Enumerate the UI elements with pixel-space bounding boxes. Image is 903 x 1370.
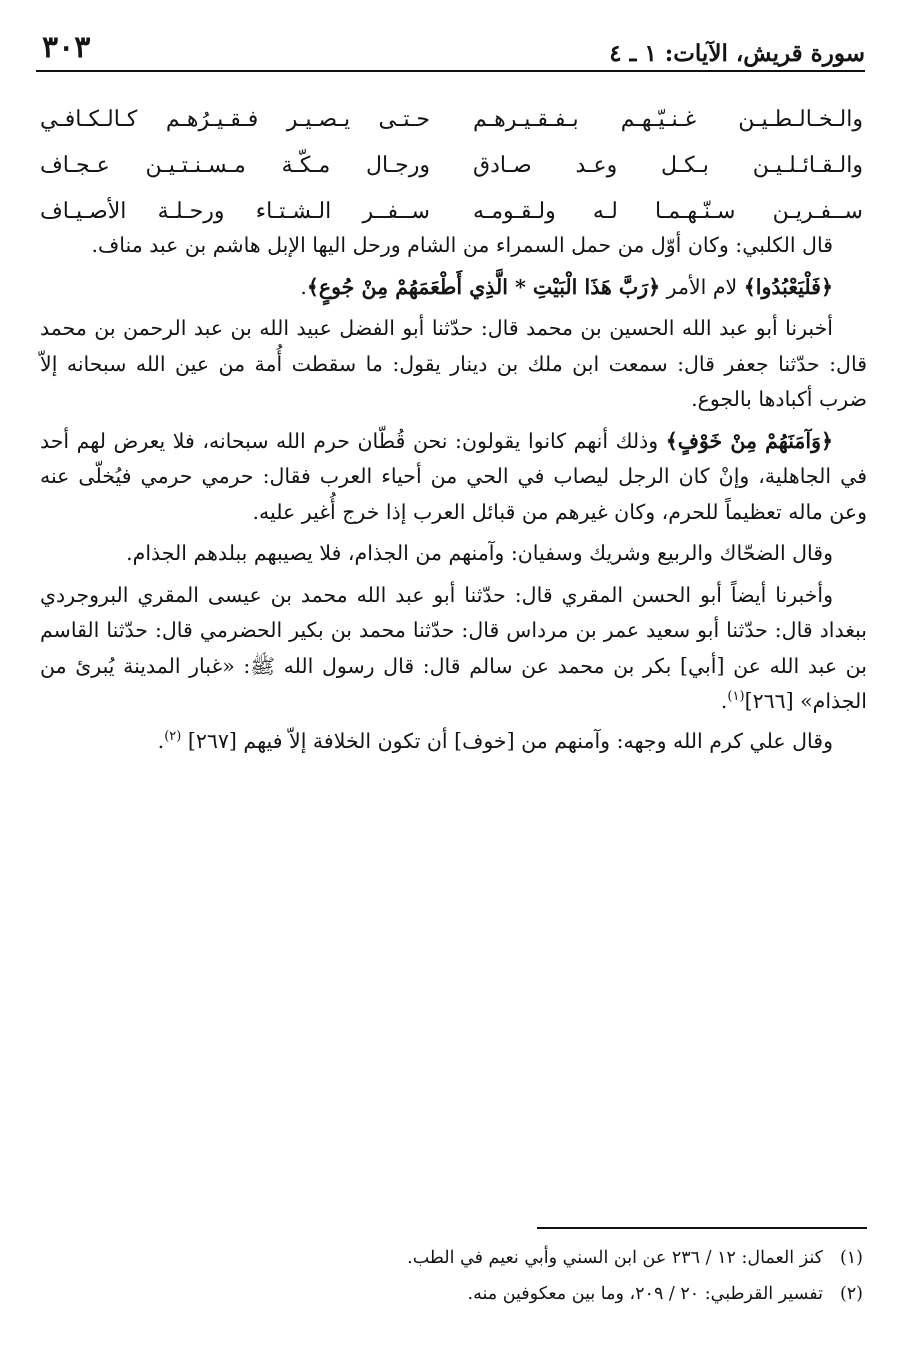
page-header bbox=[36, 26, 865, 72]
poem-hemistich-right: ســفـريـن سـنّـهـمـا لـه ولـقـومـه bbox=[473, 198, 863, 224]
paragraph-fear bbox=[40, 424, 867, 531]
quran-quote: ﴿فَلْيَعْبُدُوا﴾ bbox=[743, 274, 833, 299]
footnote bbox=[40, 1276, 863, 1312]
poem-hemistich-right: والـقـائـلـيـن بـكـل وعـد صـادق bbox=[473, 152, 863, 178]
paragraph-text: قال الكلبي: وكان أوّل من حمل السمراء من الشام ورحل اليها الإبل هاشم بن عبد مناف. bbox=[91, 233, 833, 257]
poem-hemistich-right: والـخـالـطـيـن غـنـيّـهـم بـفـقـيـرهـم bbox=[473, 106, 863, 132]
paragraph-text: وذلك أنهم كانوا يقولون: نحن قُطّان حرم الله سبحانه، فلا يعرض لهم أحد في الجاهلية، وإنْ كان الرجل ليصاب في الحي من أحياء العرب فقال: حرمي حرمي فيُخلّى عنه وعن ماله تعظيماً للحرم، وكان غيرهم من قبائل العرب إذا خرج أُغير عليه. bbox=[40, 428, 867, 524]
running-title: سورة قريش، الآيات: ١ ـ ٤ bbox=[609, 40, 865, 67]
paragraph-kalbi bbox=[40, 228, 867, 264]
footnote-number: (١) bbox=[839, 1248, 863, 1268]
page-number: ٣٠٣ bbox=[42, 30, 91, 65]
poem-hemistich-left: ســفــر الـشـتـاء ورحـلـة الأصـيـاف bbox=[40, 198, 430, 224]
paragraph-text: لام الأمر bbox=[660, 274, 744, 299]
poem bbox=[40, 96, 863, 234]
paragraph-leprosy bbox=[40, 536, 867, 572]
paragraph-text: وقال علي كرم الله وجهه: وآمنهم من [خوف] أن تكون الخلافة إلاّ فيهم [٢٦٧] bbox=[181, 728, 833, 753]
poem-hemistich-left: حـتـى يـصـيـر فـقـيـرُهـم كـالـكـافـي bbox=[40, 106, 430, 132]
poem-verse bbox=[40, 96, 863, 142]
paragraph-end: . bbox=[157, 728, 165, 753]
footnote-divider bbox=[537, 1227, 867, 1229]
footnote-ref[interactable]: (١) bbox=[727, 689, 745, 705]
quran-quote: ﴿رَبَّ هَذَا الْبَيْتِ * الَّذِي أَطْعَمَهُمْ مِنْ جُوعٍ﴾ bbox=[306, 274, 661, 299]
footnote-text: تفسير القرطبي: ٢٠ / ٢٠٩، وما بين معكوفين منه. bbox=[467, 1284, 823, 1304]
quran-quote: ﴿وَآمَنَهُمْ مِنْ خَوْفٍ﴾ bbox=[665, 428, 833, 453]
footnotes bbox=[40, 1240, 863, 1312]
paragraph-end: . bbox=[720, 689, 728, 713]
paragraph-hadith-madina bbox=[40, 578, 867, 720]
paragraph-hadith-hunger bbox=[40, 311, 867, 418]
paragraph-text: وأخبرنا أيضاً أبو الحسن المقري قال: حدّثنا أبو عبد الله محمد بن عيسى المقري البروجردي ببغداد قال: حدّثنا أبو سعيد عمر بن مرداس قال: حدّثنا محمد بن بكير الحضرمي قال: حدّثنا القاسم بن عبد الله عن [أبي] بكر بن محمد عن سالم قال: قال رسول الله ﷺ: «غبار المدينة يُبرئ من الجذام» [٢٦٦] bbox=[40, 582, 867, 713]
poem-verse bbox=[40, 142, 863, 188]
paragraph-text: أخبرنا أبو عبد الله الحسين بن محمد قال: حدّثنا أبو الفضل عبيد الله بن عبد الرحمن بن محمد قال: حدّثنا جعفر قال: سمعت ابن ملك بن دينار يقول: ما سقطت أُمة من عين الله سبحانه إلاّ ضرب أكبادها بالجوع. bbox=[40, 316, 867, 411]
footnote-text: كنز العمال: ١٢ / ٢٣٦ عن ابن السني وأبي نعيم في الطب. bbox=[407, 1248, 823, 1268]
paragraph-quran-verse bbox=[40, 270, 867, 306]
poem-hemistich-left: ورجـال مـكّـة مـسـنـتـيـن عـجـاف bbox=[40, 152, 430, 178]
footnote-number: (٢) bbox=[839, 1284, 863, 1304]
body-text bbox=[40, 228, 867, 765]
paragraph-text: وقال الضحّاك والربيع وشريك وسفيان: وآمنهم من الجذام، فلا يصيبهم ببلدهم الجذام. bbox=[126, 541, 833, 565]
footnote-ref[interactable]: (٢) bbox=[164, 728, 182, 744]
paragraph-end: . bbox=[300, 274, 307, 299]
footnote bbox=[40, 1240, 863, 1276]
paragraph-ali bbox=[40, 724, 867, 760]
